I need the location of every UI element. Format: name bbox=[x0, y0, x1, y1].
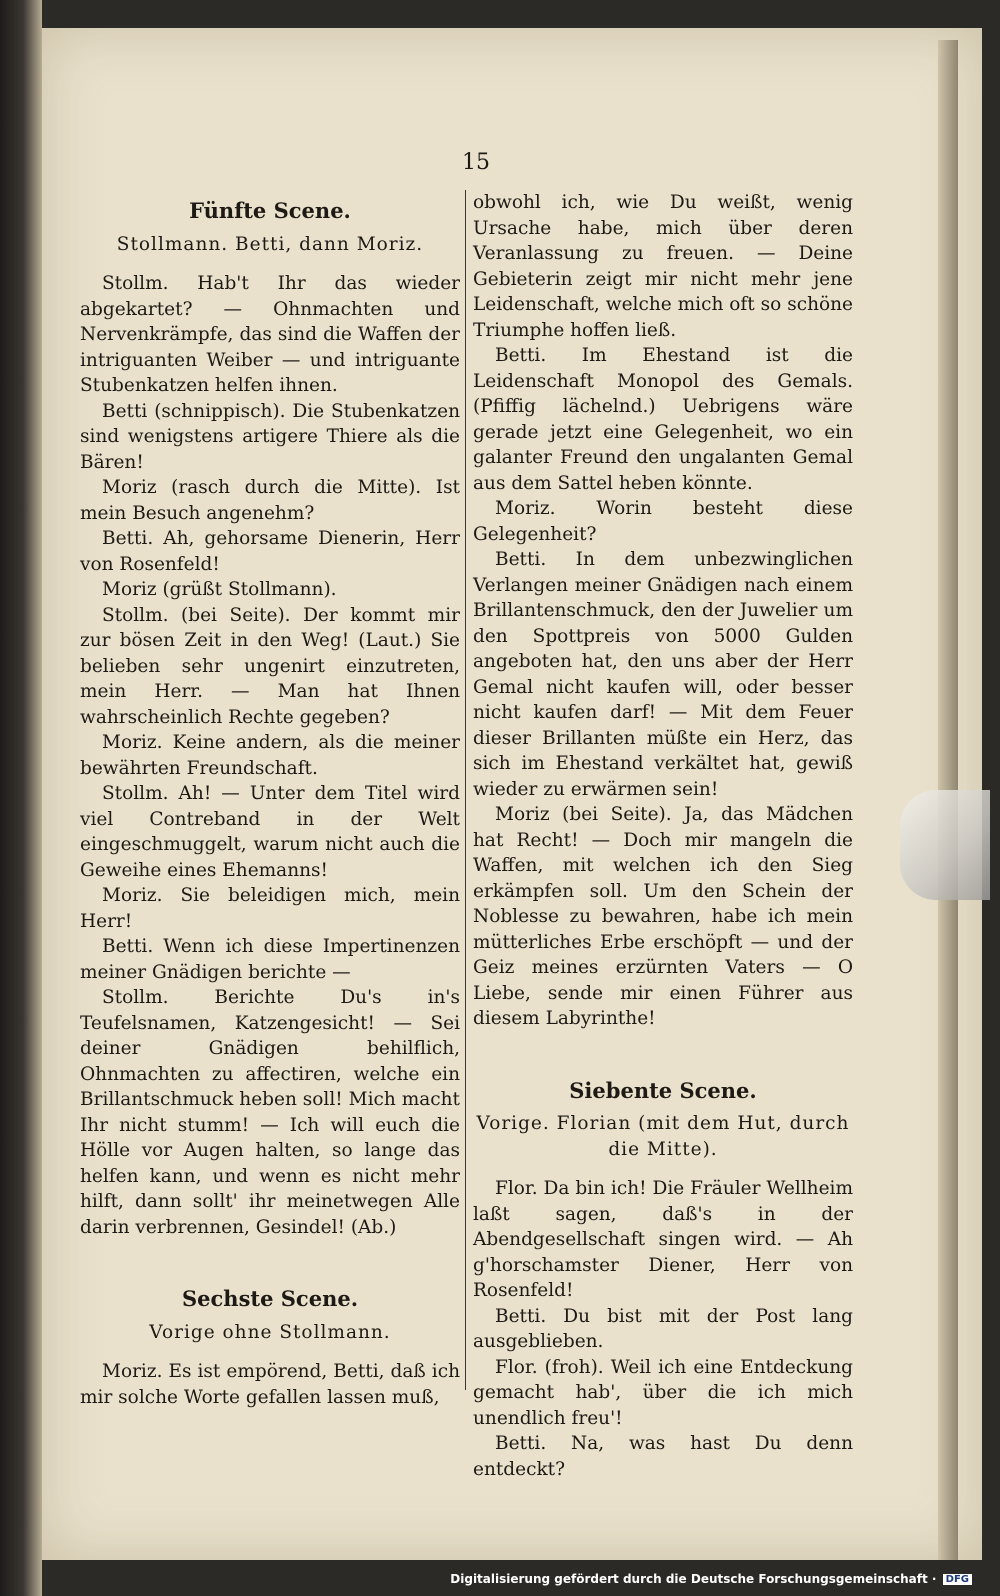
scene-heading-7: Siebente Scene. bbox=[569, 1077, 757, 1103]
dialogue-line: Moriz. Es ist empörend, Betti, daß ich mir solche Worte gefallen lassen muß, bbox=[80, 1361, 460, 1408]
dfg-logo-icon: DFG bbox=[943, 1574, 972, 1585]
dialogue-line: Betti. Wenn ich diese Impertinenzen meiner Gnädigen berichte — bbox=[80, 936, 460, 983]
left-column bbox=[80, 190, 460, 1410]
dialogue-line: Betti. In dem unbezwinglichen Verlangen meiner Gnädigen nach einem Brillantenschmuck, den der Juwelier um den Spottpreis von 5000 Gulden angeboten hat, den uns aber der Herr Gemal nicht kaufen will, oder besser nicht kaufen darf! — Mit dem Feuer dieser Brillanten müßte ein Herz, das sich im Ehestand verkältet hat, gewiß wieder zu erwärmen sein! bbox=[473, 549, 853, 800]
footer-text: Digitalisierung gefördert durch die Deutsche Forschungsgemeinschaft · bbox=[450, 1572, 937, 1586]
scene-heading-5: Fünfte Scene. bbox=[189, 198, 351, 223]
right-column bbox=[473, 190, 853, 1482]
dialogue-line: Moriz. Keine andern, als die meiner bewährten Freundschaft. bbox=[80, 732, 460, 779]
dialogue-line: Moriz. Sie beleidigen mich, mein Herr! bbox=[80, 885, 460, 932]
dialogue-line: Stollm. (bei Seite). Der kommt mir zur bösen Zeit in den Weg! (Laut.) Sie belieben sehr ungenirt einzutreten, mein Herr. — Man hat Ihnen wahrscheinlich Rechte gegeben? bbox=[80, 604, 460, 728]
page-number: 15 bbox=[462, 150, 490, 175]
dialogue-line: Betti. Na, was hast Du denn entdeckt? bbox=[473, 1433, 853, 1480]
scan-binding-shadow bbox=[0, 0, 42, 1596]
dialogue-line: Moriz. Worin besteht diese Gelegenheit? bbox=[473, 498, 853, 545]
dialogue-line: Betti. Im Ehestand ist die Leidenschaft Monopol des Gemals. (Pfiffig lächelnd.) Uebrigens wäre gerade jetzt eine Gelegenheit, wo ein galanter Freund den ungalanten Gemal aus dem Sattel heben könnte. bbox=[473, 345, 853, 494]
dialogue-line: Stollm. Berichte Du's in's Teufelsnamen, Katzengesicht! — Sei deiner Gnädigen behilflich, Ohnmachten zu affectiren, welche ein Brillantschmuck heben soll! Mich macht Ihr nicht stumm! — Ich will euch die Hölle vor Augen halten, so lange das helfen kann, und wenn es nicht mehr hilft, dann sollt' ihr meinetwegen Alle darin verbrennen, Gesindel! (Ab.) bbox=[80, 987, 460, 1238]
dialogue-line: obwohl ich, wie Du weißt, wenig Ursache habe, mich über deren Veranlassung zu freuen. — Deine Gebieterin zeigt mir nicht mehr jene Leidenschaft, welche mich oft so schöne Triumphe hoffen ließ. bbox=[473, 192, 853, 341]
dialogue-line: Betti. Ah, gehorsame Dienerin, Herr von Rosenfeld! bbox=[80, 528, 460, 575]
dialogue-line: Stollm. Ah! — Unter dem Titel wird viel Contreband in der Welt eingeschmuggelt, warum nicht auch die Geweihe eines Ehemanns! bbox=[80, 783, 460, 881]
dialogue-line: Betti. Du bist mit der Post lang ausgeblieben. bbox=[473, 1305, 853, 1352]
scene-heading-6: Sechste Scene. bbox=[181, 1286, 359, 1311]
digitization-footer bbox=[450, 1572, 972, 1586]
dialogue-line: Moriz (rasch durch die Mitte). Ist mein Besuch angenehm? bbox=[80, 477, 460, 524]
dialogue-line: Flor. Da bin ich! Die Fräuler Wellheim laßt sagen, daß's in der Abendgesellschaft singen wird. — Ah g'horschamster Diener, Herr von Rosenfeld! bbox=[473, 1178, 853, 1301]
column-divider bbox=[465, 190, 466, 1390]
page-tab-marker bbox=[900, 790, 990, 900]
dialogue-line: Moriz (bei Seite). Ja, das Mädchen hat Recht! — Doch mir mangeln die Waffen, mit welchen ich den Sieg erkämpfen soll. Um den Schein der Noblesse zu bewahren, habe ich mein mütterliches Erbe erschöpft — und der Geiz meines erzürnten Vaters — O Liebe, sende mir einen Führer aus diesem Labyrinthe! bbox=[473, 804, 853, 1029]
dialogue-line: Moriz (grüßt Stollmann). bbox=[102, 579, 337, 600]
dialogue-line: Flor. (froh). Weil ich eine Entdeckung gemacht hab', über die ich mich unendlich freu'! bbox=[473, 1356, 853, 1429]
dialogue-line: Betti (schnippisch). Die Stubenkatzen sind wenigstens artigere Thiere als die Bären! bbox=[80, 400, 460, 473]
scene-characters-7: Vorige. Florian (mit dem Hut, durch die Mitte). bbox=[476, 1113, 850, 1160]
scene-characters-6: Vorige ohne Stollmann. bbox=[149, 1321, 391, 1343]
dialogue-line: Stollm. Hab't Ihr das wieder abgekartet? — Ohnmachten und Nervenkrämpfe, das sind die Waffen der intriguanten Weiber — und intriguante Stubenkatzen helfen ihnen. bbox=[80, 273, 460, 396]
scene-characters-5: Stollmann. Betti, dann Moriz. bbox=[116, 233, 424, 255]
